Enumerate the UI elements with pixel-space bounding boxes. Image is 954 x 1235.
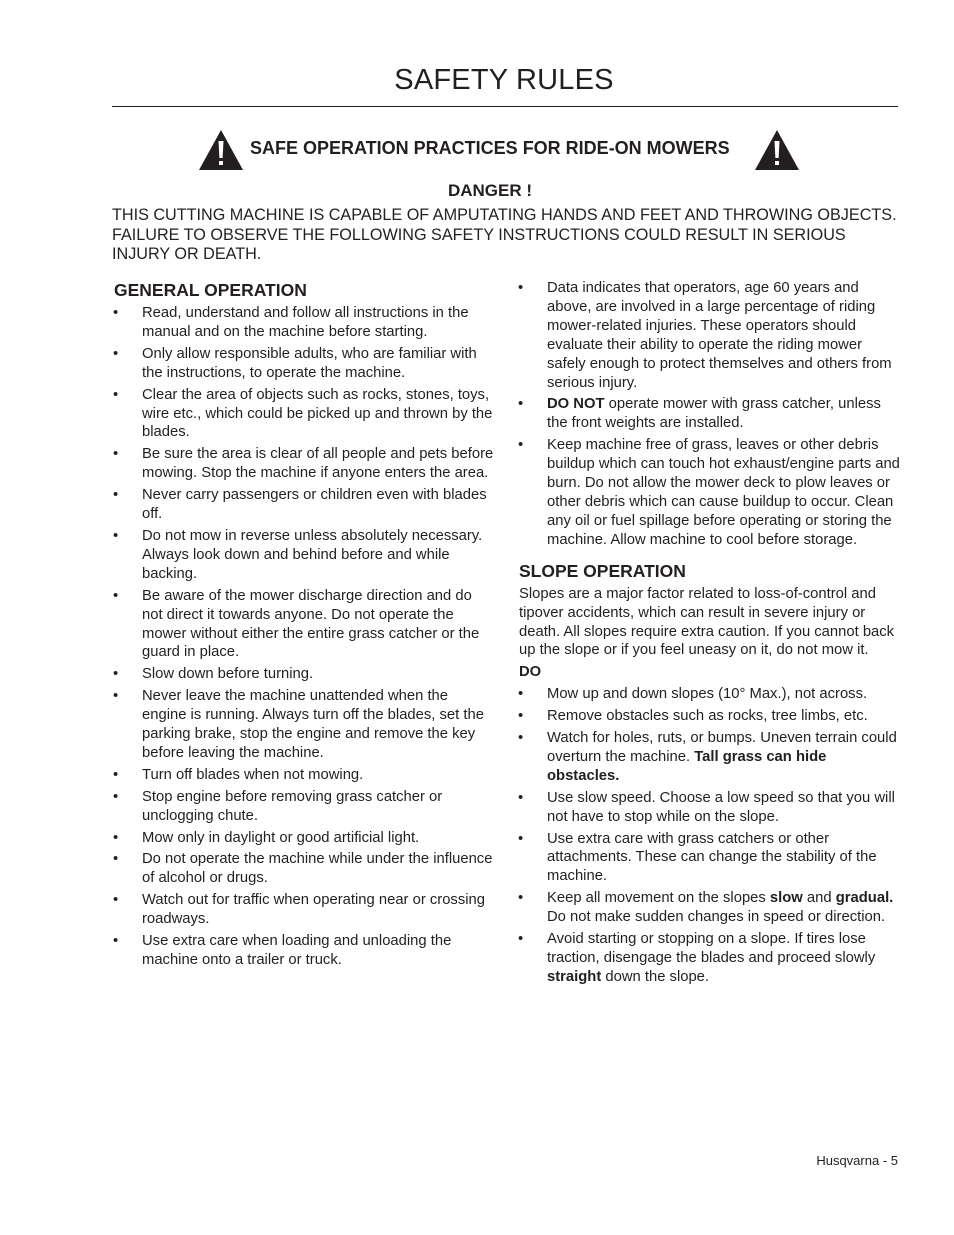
general-operation-list xyxy=(112,304,494,970)
do-label: DO xyxy=(519,664,542,681)
emphasis-text: slow xyxy=(769,890,803,907)
slope-intro: Slopes are a major factor related to loss-of-control and tipover accidents, which can result in severe injury or death. All slopes require extra caution. If you cannot back up the slope or if you feel uneasy on it, do not mow it. xyxy=(519,585,895,659)
bullet: • xyxy=(113,587,119,604)
list-item xyxy=(112,788,494,826)
additional-rules-list xyxy=(517,279,901,550)
bullet: • xyxy=(518,890,524,907)
item-text: Do not operate the machine while under the influence of alcohol or drugs. xyxy=(142,851,493,887)
page-footer xyxy=(816,1153,898,1168)
title-divider xyxy=(112,106,898,107)
list-item xyxy=(517,707,901,726)
item-text: Read, understand and follow all instructions in the manual and on the machine before starting. xyxy=(142,305,469,340)
right-column xyxy=(517,279,901,990)
bullet: • xyxy=(518,396,524,413)
bullet: • xyxy=(113,766,119,783)
general-operation-heading: GENERAL OPERATION xyxy=(114,280,307,300)
slope-operation-heading: SLOPE OPERATION xyxy=(519,560,686,581)
bullet: • xyxy=(518,708,524,725)
item-text: Use extra care with grass catchers or other attachments. These can change the stability of the machine. xyxy=(547,830,877,885)
list-item xyxy=(112,891,494,929)
item-text: Data indicates that operators, age 60 years and above, are involved in a large percentage of riding mower-related injuries. These operators should evaluate their ability to operate the riding mower safely enough to protect themselves and others from serious injury. xyxy=(547,280,892,391)
bullet: • xyxy=(113,851,119,868)
emphasis-text: gradual. xyxy=(835,890,894,907)
emphasis-text: straight xyxy=(547,968,602,985)
emphasis-text: DO NOT xyxy=(547,396,605,413)
bullet: • xyxy=(113,788,119,805)
list-item xyxy=(112,345,494,383)
item-text: Be aware of the mower discharge direction and do not direct it towards anyone. Do not operate the mower without either the entire grass catcher or the guard in place. xyxy=(142,587,480,661)
bullet: • xyxy=(518,437,524,454)
item-text: Keep machine free of grass, leaves or other debris buildup which can touch hot exhaust/engine parts and burn. Do not allow the mower deck to plow leaves or other debris which can cause buildup to occur. Clean any oil or fuel spillage before operating or storing the machine. Allow machine to cool before storage. xyxy=(547,437,900,548)
list-item xyxy=(517,685,901,704)
item-text: Be sure the area is clear of all people and pets before mowing. Stop the machine if anyone enters the area. xyxy=(142,446,494,482)
bullet: • xyxy=(113,527,119,544)
bullet: • xyxy=(113,345,119,362)
list-item xyxy=(112,932,494,970)
warning-triangle-icon xyxy=(198,129,244,171)
list-item xyxy=(517,889,901,927)
list-item xyxy=(112,587,494,663)
slope-do-list xyxy=(517,685,901,987)
list-item xyxy=(112,687,494,763)
bullet: • xyxy=(518,830,524,847)
list-item xyxy=(517,830,901,887)
item-text: Do not mow in reverse unless absolutely necessary. Always look down and behind before and while backing. xyxy=(142,527,483,582)
item-text: Use slow speed. Choose a low speed so that you will not have to stop while on the slope. xyxy=(547,789,895,825)
item-text: Stop engine before removing grass catcher or unclogging chute. xyxy=(142,788,443,824)
bullet: • xyxy=(113,446,119,463)
list-item xyxy=(112,850,494,888)
danger-heading: DANGER ! xyxy=(447,181,533,200)
item-text: Use extra care when loading and unloading the machine onto a trailer or truck. xyxy=(142,933,452,968)
item-text: Remove obstacles such as rocks, tree limbs, etc. xyxy=(547,708,868,725)
list-item xyxy=(112,304,494,342)
item-text: Mow only in daylight or good artificial light. xyxy=(142,829,420,846)
item-text: Mow up and down slopes (10° Max.), not across. xyxy=(547,686,868,703)
list-item xyxy=(517,930,901,987)
item-text: Keep all movement on the slopes xyxy=(547,890,770,907)
list-item xyxy=(517,436,901,549)
item-text: Only allow responsible adults, who are familiar with the instructions, to operate the machine. xyxy=(142,345,477,381)
bullet: • xyxy=(518,730,524,747)
bullet: • xyxy=(113,933,119,950)
item-text: Never carry passengers or children even with blades off. xyxy=(142,487,487,523)
item-text: Avoid starting or stopping on a slope. If tires lose traction, disengage the blades and proceed slowly xyxy=(547,931,876,966)
item-text: operate mower with grass catcher, unless the front weights are installed. xyxy=(547,396,881,432)
bullet: • xyxy=(113,688,119,705)
list-item xyxy=(517,729,901,786)
emphasis-text: Tall grass can hide obstacles. xyxy=(547,748,827,784)
warning-triangle-icon xyxy=(754,129,800,171)
list-item xyxy=(112,386,494,443)
list-item xyxy=(517,279,901,392)
item-text: Never leave the machine unattended when the engine is running. Always turn off the blades, set the parking brake, stop the engine and remove the key before leaving the machine. xyxy=(142,688,484,761)
bullet: • xyxy=(113,666,119,683)
list-item xyxy=(517,789,901,827)
bullet: • xyxy=(113,305,119,321)
item-text: Turn off blades when not mowing. xyxy=(142,766,364,783)
page-title: SAFETY RULES xyxy=(394,64,614,96)
footer-brand: Husqvarna xyxy=(816,1153,880,1168)
danger-text: THIS CUTTING MACHINE IS CAPABLE OF AMPUTATING HANDS AND FEET AND THROWING OBJECTS. FAILURE TO OBSERVE THE FOLLOWING SAFETY INSTRUCTIONS COULD RESULT IN SERIOUS INJURY OR DEATH. xyxy=(112,206,897,263)
list-item xyxy=(517,395,901,433)
general-operation-column xyxy=(112,279,494,973)
page-number: 5 xyxy=(890,1153,898,1168)
list-item xyxy=(112,829,494,848)
bullet: • xyxy=(518,789,524,806)
bullet: • xyxy=(113,386,119,403)
bullet: • xyxy=(113,487,119,504)
list-item xyxy=(112,665,494,684)
bullet: • xyxy=(518,931,524,948)
banner-heading: SAFE OPERATION PRACTICES FOR RIDE-ON MOWERS xyxy=(250,138,730,158)
item-text: and xyxy=(802,890,836,907)
warning-banner xyxy=(198,129,802,171)
item-text: Watch for holes, ruts, or bumps. Uneven terrain could overturn the machine. xyxy=(547,730,897,765)
list-item xyxy=(112,527,494,584)
item-text: Clear the area of objects such as rocks, stones, toys, wire etc., which could be picked up and thrown by the blades. xyxy=(142,386,493,441)
item-text: Slow down before turning. xyxy=(142,666,314,683)
footer-separator: - xyxy=(879,1153,891,1168)
bullet: • xyxy=(518,686,524,703)
bullet: • xyxy=(113,892,119,909)
item-text: Watch out for traffic when operating near or crossing roadways. xyxy=(142,892,485,928)
item-text: Do not make sudden changes in speed or direction. xyxy=(547,909,886,926)
list-item xyxy=(112,766,494,785)
item-text: down the slope. xyxy=(601,968,710,985)
bullet: • xyxy=(113,829,119,846)
list-item xyxy=(112,445,494,483)
list-item xyxy=(112,486,494,524)
bullet: • xyxy=(518,280,524,296)
